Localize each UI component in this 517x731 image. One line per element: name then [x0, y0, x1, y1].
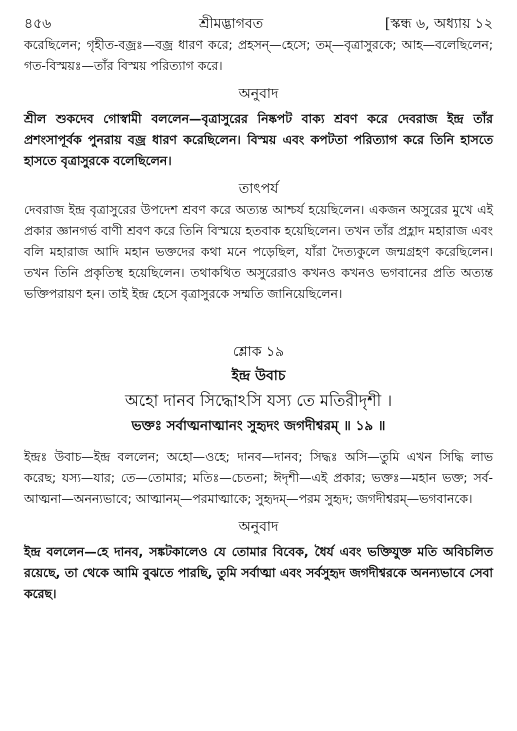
synonyms-continuation: করেছিলেন; গৃহীত-বজ্রঃ—বজ্র ধারণ করে; প্রহসন্—হেসে; তম্—বৃত্রাসুরকে; আহ—বলেছিলেন; গত-বিস্ময়ঃ—তাঁর বিস্ময় পরিত্যাগ করে। [24, 37, 493, 73]
verse-line-2: ভক্তঃ সর্বাত্মনাত্মানং সুহৃদং জগদীশ্বরম্ ॥ ১৯ ॥ [131, 418, 386, 434]
chapter-info: [স্কন্ধ ৬, অধ্যায় ১২ [384, 16, 493, 32]
verse-speaker: ইন্দ্র উবাচ [231, 368, 286, 384]
word-synonyms: ইন্দ্রঃ উবাচ—ইন্দ্র বললেন; অহো—ওহে; দানব—দানব; সিদ্ধঃ অসি—তুমি এখন সিদ্ধি লাভ করেছ; যস্য—যার; তে—তোমার; মতিঃ—চেতনা; ঈদৃশী—এই প্রকার; ভক্তঃ—মহান ভক্ত; সর্ব-আত্মনা—অনন্যভাবে; আত্মানম্—পরমাত্মাকে; সুহৃদম্—পরম সুহৃদ; জগদীশ্বরম্—ভগবানকে। [24, 449, 493, 506]
page-header [24, 12, 493, 34]
book-title: শ্রীমদ্ভাগবত [199, 16, 264, 32]
purport-text: দেবরাজ ইন্দ্র বৃত্রাসুরের উপদেশ শ্রবণ করে অত্যন্ত আশ্চর্য হয়েছিলেন। একজন অসুরের মুখে এই প্রকার জ্ঞানগর্ভ বাণী শ্রবণ করে তিনি বিস্ময়ে হতবাক হয়েছিলেন। তখন তাঁর প্রহ্লাদ মহারাজ এবং বলি মহারাজ আদি মহান ভক্তদের কথা মনে পড়েছিল, যাঁরা দৈত্যকুলে জন্মগ্রহণ করেছিলেন। তখন তিনি প্রকৃতিস্থ হয়েছিলেন। তথাকথিত অসুরেরাও কখনও কখনও ভগবানের প্রতি অত্যন্ত ভক্তিপরায়ণ হন। তাই ইন্দ্র হেসে বৃত্রাসুরকে সম্মতি জানিয়েছিলেন। [24, 202, 493, 301]
translation-heading: অনুবাদ [238, 86, 279, 102]
verse-line-1: অহো দানব সিদ্ধোঽসি যস্য তে মতিরীদৃশী । [124, 391, 393, 410]
verse-number: শ্লোক ১৯ [232, 344, 285, 360]
translation-text: শ্রীল শুকদেব গোস্বামী বললেন—বৃত্রাসুরের নিষ্কপট বাক্য শ্রবণ করে দেবরাজ ইন্দ্র তাঁর প্রশংসাপূর্বক পুনরায় বজ্র ধারণ করেছিলেন। বিস্ময় এবং কপটতা পরিত্যাগ করে তিনি হাসতে হাসতে বৃত্রাসুরকে বলেছিলেন। [24, 111, 493, 168]
translation-heading-2: অনুবাদ [238, 519, 279, 535]
translation-text-2: ইন্দ্র বললেন—হে দানব, সঙ্কটকালেও যে তোমার বিবেক, ধৈর্য এবং ভক্তিযুক্ত মতি অবিচলিত রয়েছে, তা থেকে আমি বুঝতে পারছি, তুমি সর্বাত্মা এবং সর্বসুহৃদ জগদীশ্বরকে অনন্যভাবে সেবা করেছ। [24, 544, 493, 601]
page-number: ৪৫৬ [24, 16, 52, 32]
purport-heading: তাৎপর্য [238, 181, 279, 197]
